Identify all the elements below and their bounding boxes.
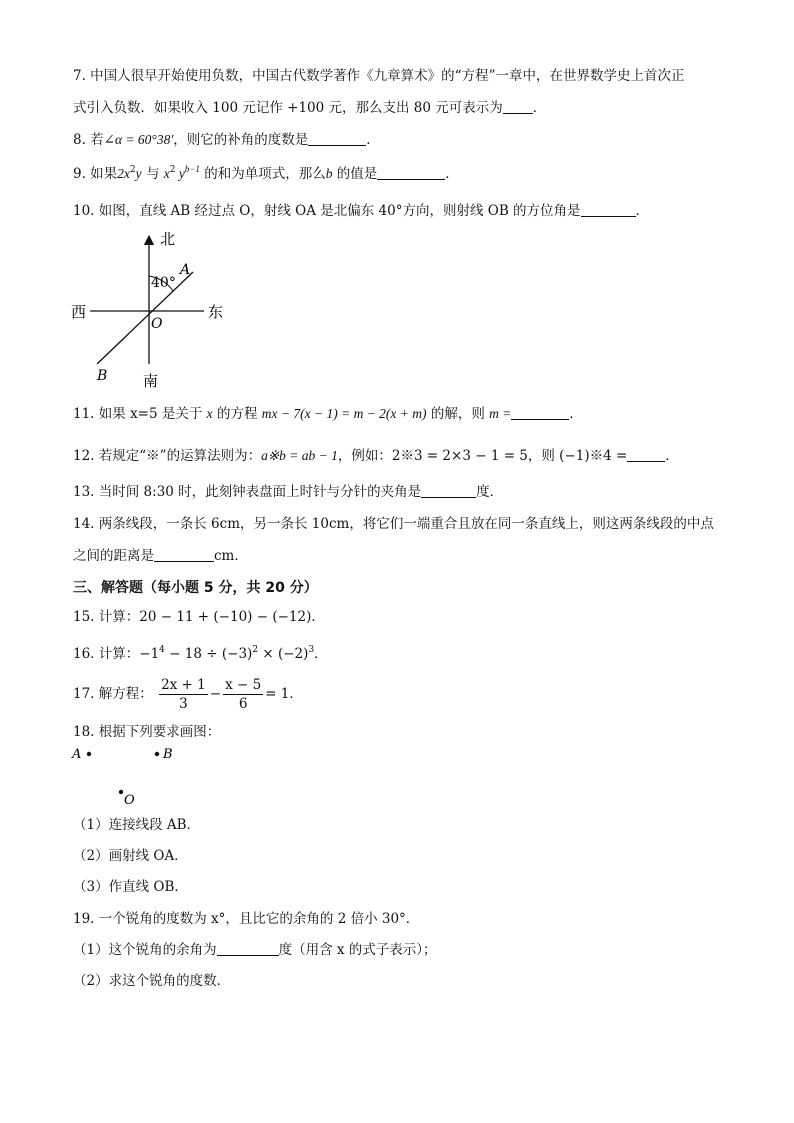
q11-mid2: 的方程 [212,406,262,422]
q7-line2 [73,98,546,118]
label-south: 南 [143,372,159,390]
q13-text: 13. 当时间 8:30 时，此刻钟表盘面上时针与分针的夹角是 [73,484,422,500]
q14-end: cm． [214,548,248,564]
compass-direction-figure [70,226,240,391]
q9-term2b-exp: b−1 [184,164,200,174]
q8-expr: ∠α = 60°38′ [103,132,174,147]
point-a-label: A [72,747,82,762]
q19-part1-end: 度（用含 x 的式子表示）； [278,942,437,958]
fraction-1 [159,676,208,713]
q13-end: 度． [476,484,504,500]
answer-blank [503,99,533,114]
point-o-label: O [124,793,135,808]
q12-end: ． [665,448,679,464]
q9 [73,164,459,184]
q11-equation: mx − 7(x − 1) = m − 2(x + m) [261,406,427,421]
q7-text: 式引入负数．如果收入 100 元记作 +100 元，那么支出 80 元可表示为 [73,100,503,116]
q11-mid: 是关于 [157,406,207,422]
answer-blank [511,405,569,420]
point-b-label: B [163,747,173,762]
q11-post: 的解，则 [426,406,490,422]
q19-part1 [73,940,437,960]
q17-minus: − [209,686,222,702]
label-east: 东 [208,303,224,321]
q19-part1-text: （1）这个锐角的余角为 [73,942,217,958]
answer-blank [581,202,636,217]
q9-term2b: y [175,166,185,181]
q11-cond: x=5 [130,406,158,422]
q8-post: ，则它的补角的度数是 [173,132,309,148]
q9-end: ． [445,166,459,182]
q16-mid2: × (−2) [258,646,309,662]
q15: 15. 计算：20 − 11 + (−10) − (−12)． [73,609,325,625]
q8-end: ． [366,132,380,148]
label-north: 北 [160,230,176,248]
q18-step2: （2）画射线 OA． [73,848,188,864]
q16-exp2: 2 [252,645,259,655]
q11-pre: 11. 如果 [73,406,131,422]
q9-term1b: y [135,166,142,181]
q9-term1-exp: 2 [129,165,136,175]
q17 [73,676,303,713]
answer-blank [421,483,476,498]
q17-pre: 17. 解方程： [73,686,153,702]
answer-blank [308,131,366,146]
q7-end: ． [532,100,547,116]
q19-part2: （2）求这个锐角的度数． [73,973,231,989]
q9-term2: x [163,166,170,181]
q9-mid: 与 [141,166,164,182]
q16-pre: 16. 计算：−1 [73,646,160,662]
q9-pre: 9. 如果 [73,166,118,182]
q10-end: ． [635,203,650,219]
q16-exp1: 4 [159,645,165,655]
fraction-1-numerator: 2x + 1 [161,677,206,693]
q18: 18. 根据下列要求画图： [73,724,221,740]
label-angle: 40° [151,275,176,291]
section-heading: 三、解答题（每小题 5 分，共 20 分） [73,580,318,596]
q9-term2-exp: 2 [169,165,176,175]
q8-pre: 8. 若 [73,132,104,148]
q12-example: ，例如：2※3 = 2×3 − 1 = 5，则 (−1)※4 = [337,448,628,464]
label-point-o: O [151,316,163,332]
q8 [73,130,380,150]
q10 [73,201,649,221]
fraction-2-numerator: x − 5 [225,677,262,693]
label-point-a: A [180,262,191,278]
answer-blank [217,941,279,956]
answer-blank [627,447,665,462]
q9-post: 的和为单项式，那么 [199,166,326,182]
q9-term1: 2x [117,166,130,181]
point-b [155,752,159,756]
q18-step1: （1）连接线段 AB． [73,817,201,833]
q16-mid: − 18 ÷ (−3) [164,646,253,662]
q17-end: = 1． [265,686,303,702]
q9-post2: 的值是 [332,166,378,182]
q16 [73,644,328,664]
q18-points-figure [70,742,210,812]
q11 [73,404,583,424]
fraction-1-denominator: 3 [179,696,188,712]
fraction-2 [223,676,263,713]
q14-line1: 14. 两条线段，一条长 6cm，另一条长 10cm，将它们一端重合且放在同一条直线上，则这两条线段的中点 [73,516,714,532]
q11-m: m = [489,406,512,421]
q16-exp3: 3 [308,645,315,655]
q12-rule: a※b = ab − 1 [261,448,338,463]
q9-var: b [325,166,333,181]
q7-line1: 7. 中国人很早开始使用负数，中国古代数学著作《九章算术》的“方程”一章中，在世界数学史上首次正 [73,68,685,84]
q18-step3: （3）作直线 OB． [73,879,188,895]
q10-text: 10. 如图，直线 AB 经过点 O，射线 OA 是北偏东 40°方向，则射线 OB 的方位角是 [73,203,581,219]
q12-text: 12. 若规定“※”的运算法则为： [73,448,262,464]
q11-end: ． [569,406,583,422]
q14-line2 [73,546,248,566]
q13 [73,482,503,502]
q19: 19. 一个锐角的度数为 x°，且比它的余角的 2 倍小 30°． [73,911,420,927]
point-a [87,752,91,756]
point-o [119,790,123,794]
q16-end: ． [314,646,328,662]
q14-text: 之间的距离是 [73,548,154,564]
line-ab [97,272,193,364]
answer-blank [377,165,445,180]
q11-x: x [206,406,213,421]
label-west: 西 [71,303,87,321]
fraction-2-denominator: 6 [238,696,248,712]
q12 [73,446,679,466]
label-point-b: B [97,368,108,384]
answer-blank [154,547,214,562]
